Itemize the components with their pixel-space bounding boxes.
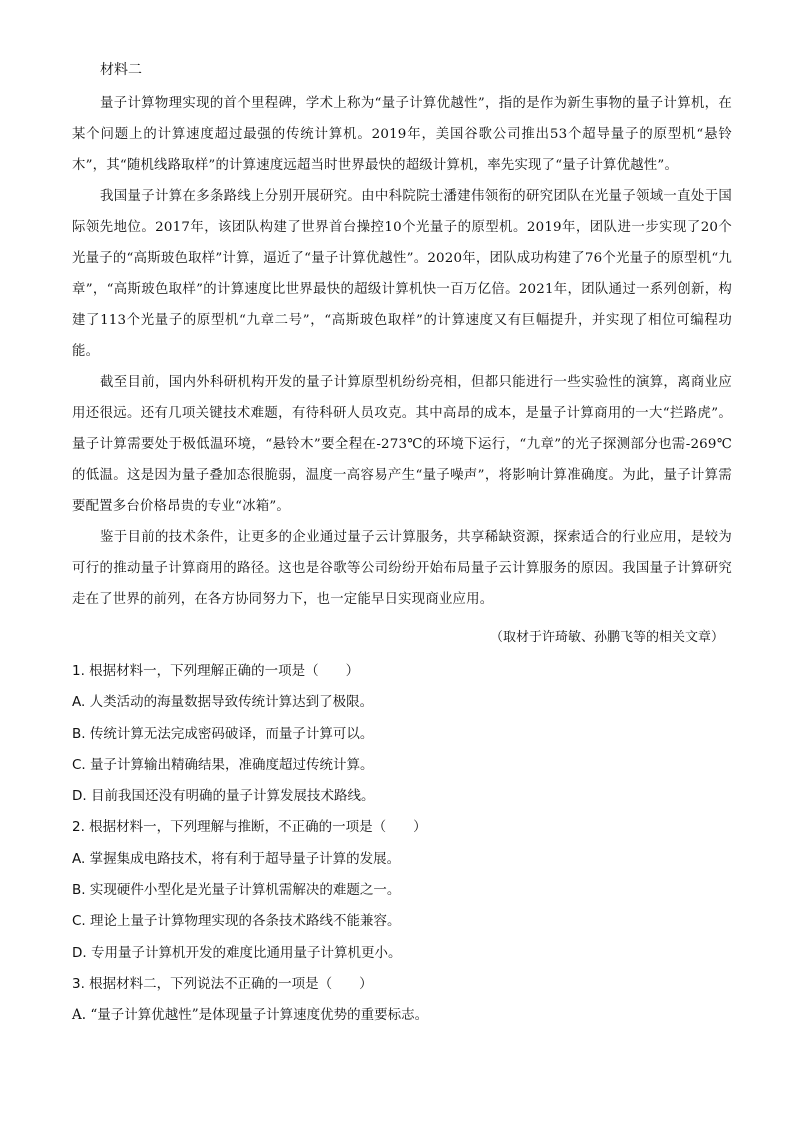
material-title: 材料二 xyxy=(100,62,142,78)
answer-option: A. 人类活动的海量数据导致传统计算达到了极限。 xyxy=(72,694,374,711)
answer-option: B. 传统计算无法完成密码破译，而量子计算可以。 xyxy=(72,725,374,742)
questions-section xyxy=(72,656,732,1032)
answer-option: C. 量子计算输出精确结果，准确度超过传统计算。 xyxy=(72,756,374,773)
material-two-section xyxy=(72,60,732,615)
question-stem: 1. 根据材料一，下列理解正确的一项是（ ） xyxy=(72,663,360,679)
question-stem: 3. 根据材料二，下列说法不正确的一项是（ ） xyxy=(72,975,373,992)
answer-option: A. 掌握集成电路技术，将有利于超导量子计算的发展。 xyxy=(72,850,401,867)
paragraph: 截至目前，国内外科研机构开发的量子计算原型机纷纷亮相，但都只能进行一些实验性的演算，离商业应用还很远。还有几项关键技术难题，有待科研人员攻克。其中高昂的成本，是量子计算商用的一大“拦路虎”。量子计算需要处于极低温环境，“悬铃木”要全程在-273℃的环境下运行，“九章”的光子探测部分也需-269℃的低温。这是因为量子叠加态很脆弱，温度一高容易产生“量子噪声”，将影响计算准确度。为此，量子计算需要配置多台价格昂贵的专业“冰箱”。 xyxy=(72,375,732,514)
question-stem: 2. 根据材料一，下列理解与推断，不正确的一项是（ ） xyxy=(72,819,427,836)
paragraph: 我国量子计算在多条路线上分别开展研究。由中科院院士潘建伟领衔的研究团队在光量子领域一直处于国际领先地位。2017年，该团队构建了世界首台操控10个光量子的原型机。2019年，团队进一步实现了20个光量子的“高斯玻色取样”计算，逼近了“量子计算优越性”。2020年，团队成功构建了76个光量子的原型机“九章”，“高斯玻色取样”的计算速度比世界最快的超级计算机快一百万亿倍。2021年，团队通过一系列创新，构建了113个光量子的原型机“九章二号”，“高斯玻色取样”的计算速度又有巨幅提升，并实现了相位可编程功能。 xyxy=(72,189,732,359)
answer-option: D. 目前我国还没有明确的量子计算发展技术路线。 xyxy=(72,788,375,805)
answer-option: C. 理论上量子计算物理实现的各条技术路线不能兼容。 xyxy=(72,913,401,930)
answer-option: B. 实现硬件小型化是光量子计算机需解决的难题之一。 xyxy=(72,882,401,899)
answer-option: A. “量子计算优越性”是体现量子计算速度优势的重要标志。 xyxy=(72,1007,429,1024)
paragraph: 鉴于目前的技术条件，让更多的企业通过量子云计算服务，共享稀缺资源，探索适合的行业应用，是较为可行的推动量子计算商用的路径。这也是谷歌等公司纷纷开始布局量子云计算服务的原因。我国量子计算研究走在了世界的前列，在各方协同努力下，也一定能早日实现商业应用。 xyxy=(72,530,732,607)
paragraph: 量子计算物理实现的首个里程碑，学术上称为“量子计算优越性”，指的是作为新生事物的量子计算机，在某个问题上的计算速度超过最强的传统计算机。2019年，美国谷歌公司推出53个超导量子的原型机“悬铃木”，其“随机线路取样”的计算速度远超当时世界最快的超级计算机，率先实现了“量子计算优越性”。 xyxy=(72,96,732,173)
answer-option: D. 专用量子计算机开发的难度比通用量子计算机更小。 xyxy=(72,944,402,961)
source-citation: （取材于许琦敏、孙鹏飞等的相关文章） xyxy=(489,630,724,645)
